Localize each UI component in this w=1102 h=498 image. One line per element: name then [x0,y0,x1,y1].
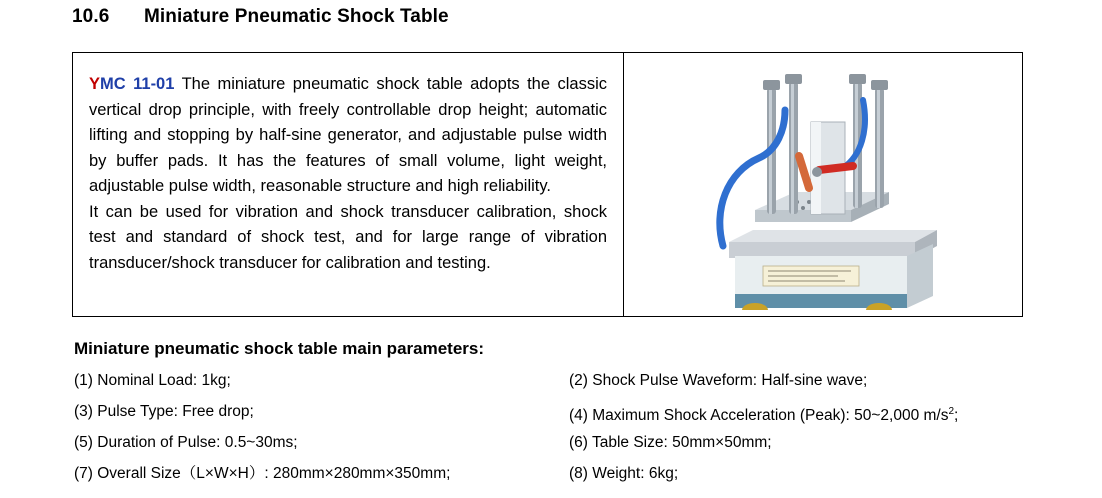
param-2: (2) Shock Pulse Waveform: Half-sine wave; [569,372,868,389]
param-1: (1) Nominal Load: 1kg; [74,372,231,389]
description-paragraph-2: It can be used for vibration and shock transducer calibration, shock test and standard of shock test, and for large range of vibration transducer/shock transducer for calibration and testing. [89,202,607,272]
table-row [74,464,1024,495]
parameters-table [74,371,1024,495]
param-3: (3) Pulse Type: Free drop; [74,403,254,420]
table-row [74,433,1024,464]
product-image-cell [624,53,1022,316]
product-overview-box [72,52,1023,317]
model-code-rest: MC 11-01 [100,75,175,93]
param-8: (8) Weight: 6kg; [569,465,679,482]
section-number: 10.6 [72,6,110,27]
table-row [74,371,1024,402]
section-title: Miniature Pneumatic Shock Table [144,6,449,27]
param-4-exponent: 2 [948,406,955,417]
description-paragraph-1 [89,72,607,200]
param-5: (5) Duration of Pulse: 0.5~30ms; [74,434,298,451]
product-description-cell [73,53,624,316]
param-7: (7) Overall Size（L×W×H）: 280mm×280mm×350mm; [74,465,451,482]
shock-table-photo [693,60,953,310]
description-text-1: The miniature pneumatic shock table adopts the classic vertical drop principle, with freely controllable drop height; automatic lifting and stopping by half-sine generator, and adjustable pulse width by buffer pads. It has the features of small volume, light weight, adjustable pulse width, reasonable structure and high reliability. [89,75,607,195]
param-4 [569,402,1024,426]
page-title [72,6,449,28]
table-row [74,402,1024,433]
param-6: (6) Table Size: 50mm×50mm; [569,434,772,451]
param-4-text: (4) Maximum Shock Acceleration (Peak): 50~2,000 m/s [569,407,949,425]
param-4-suffix: ; [954,407,959,425]
model-code-letter: Y [89,75,101,93]
parameters-heading: Miniature pneumatic shock table main parameters: [74,339,485,358]
model-code [89,75,174,93]
